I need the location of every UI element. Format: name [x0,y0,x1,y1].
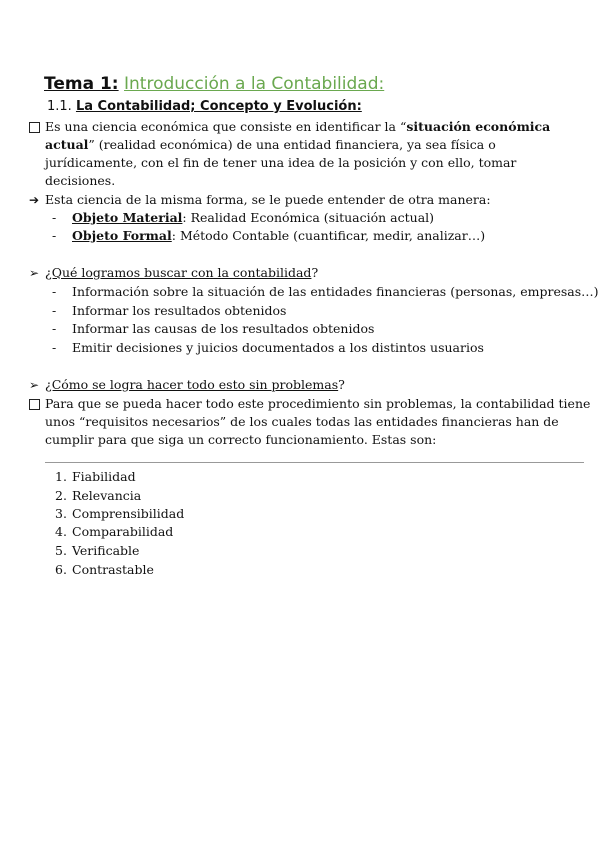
item-number: 4. [55,524,67,539]
item-number: 6. [55,562,67,577]
definition-bold: situación económica actual [45,119,551,152]
section-title: La Contabilidad; Concepto y Evolución: [75,99,362,114]
how-line: cumplir para que siga un correcto funcionamiento. Estas son: [45,432,437,447]
section-heading [47,98,362,116]
how-paragraph [45,395,591,449]
item-text: : Realidad Económica (situación actual) [182,210,435,225]
item-text: Comparabilidad [72,524,174,539]
list-item [52,339,484,357]
dash-bullet: - [52,303,57,318]
item-text: Información sobre la situación de las entidades financieras (personas, empresas…) [72,284,599,299]
item-number: 3. [55,506,67,521]
other-way-intro-row [29,191,491,209]
divider [45,462,584,463]
dash-bullet: - [52,284,57,299]
requirement-item [55,505,184,523]
item-label: Objeto Material [72,210,183,225]
chevron-icon: ➢ [29,378,40,392]
definition-part1: Es una ciencia económica que consiste en identificar la “ [45,119,407,134]
item-text: Informar las causas de los resultados obtenidos [72,321,375,336]
item-text: : Método Contable (cuantificar, medir, analizar…) [171,228,486,243]
requirement-item [55,542,139,560]
list-item [52,320,374,338]
item-text: Comprensibilidad [72,506,185,521]
chevron-icon: ➢ [29,266,40,280]
arrow-icon: ➔ [29,193,40,207]
page-title [44,73,384,95]
item-text: Informar los resultados obtenidos [72,303,287,318]
goals-question-end: ? [311,265,319,280]
checkbox-icon [29,122,40,133]
other-way-intro: Esta ciencia de la misma forma, se le puede entender de otra manera: [45,192,491,207]
item-text: Relevancia [72,488,142,503]
requirement-item [55,468,136,486]
how-line: Para que se pueda hacer todo este procedimiento sin problemas, la contabilidad tiene [45,396,591,411]
section-number: 1.1. [47,99,72,114]
goals-question: ¿Qué logramos buscar con la contabilidad [45,265,312,280]
dash-bullet: - [52,210,57,225]
dash-bullet: - [52,340,57,355]
list-item [52,283,599,301]
item-number: 2. [55,488,67,503]
goals-question-row [29,264,318,282]
dash-bullet: - [52,228,57,243]
how-question: ¿Cómo se logra hacer todo esto sin problemas [45,377,339,392]
title-prefix: Tema 1: [44,74,119,94]
definition-part2: ” (realidad económica) de una entidad financiera, ya sea física o jurídicamente, con el fin de tener una idea de la posición y con ello, tomar decisiones. [45,137,517,188]
list-item [52,227,485,245]
how-question-row [29,376,345,394]
requirement-item [55,523,173,541]
item-text: Verificable [72,543,140,558]
checkbox-icon [29,399,40,410]
how-line: unos “requisitos necesarios” de los cuales todas las entidades financieras han de [45,414,559,429]
requirement-item [55,561,154,579]
title-text: Introducción a la Contabilidad: [124,74,385,94]
list-item [52,209,434,227]
definition-paragraph [45,118,585,190]
item-text: Emitir decisiones y juicios documentados a los distintos usuarios [72,340,484,355]
item-text: Contrastable [72,562,154,577]
dash-bullet: - [52,321,57,336]
item-text: Fiabilidad [72,469,136,484]
requirement-item [55,487,141,505]
item-number: 5. [55,543,67,558]
list-item [52,302,286,320]
item-label: Objeto Formal [72,228,172,243]
item-number: 1. [55,469,67,484]
how-question-end: ? [338,377,345,392]
